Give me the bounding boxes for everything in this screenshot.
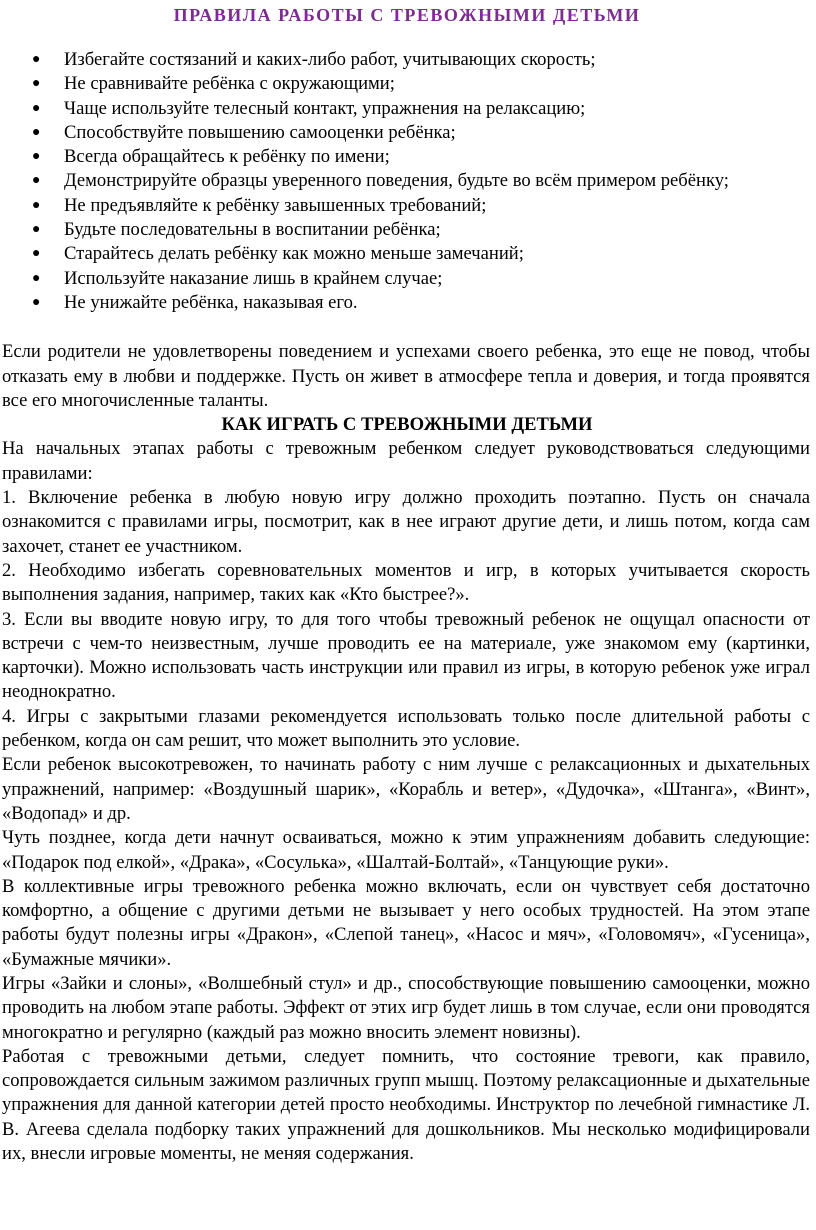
body-paragraph: 3. Если вы вводите новую игру, то для того чтобы тревожный ребенок не ощущал опасности от встречи с чем-то неизвестным, лучше проводить ее на материале, уже знакомом ему (картинки, карточки). Можно использовать часть инструкции или правил из игры, в которую ребенок уже играл неоднократно.: [2, 608, 810, 703]
body-paragraph: В коллективные игры тревожного ребенка можно включать, если он чувствует себя достаточно комфортно, а общение с другими детьми не вызывает у него особых трудностей. На этом этапе работы будут полезны игры «Дракон», «Слепой танец», «Насос и мяч», «Головомяч», «Гусеница», «Бумажные мячики».: [2, 875, 810, 970]
body-paragraph: 1. Включение ребенка в любую новую игру должно проходить поэтапно. Пусть он сначала ознакомится с правилами игры, посмотрит, как в нее играют другие дети, и лишь потом, когда сам захочет, станет ее участником.: [2, 487, 810, 557]
bullet-icon: ●: [32, 222, 41, 238]
body-paragraph: Работая с тревожными детьми, следует помнить, что состояние тревоги, как правило, сопровождается сильным зажимом различных групп мышц. Поэтому релаксационные и дыхательные упражнения для данной категории детей просто необходимы. Инструктор по лечебной гимнастике Л. В. Агеева сделала подборку таких упражнений для дошкольников. Мы несколько модифицировали их, внесли игровые моменты, не меняя содержания.: [2, 1045, 810, 1165]
list-item: ● Не унижайте ребёнка, наказывая его.: [2, 291, 812, 315]
bullet-icon: ●: [32, 246, 41, 262]
bullet-icon: ●: [32, 173, 41, 189]
list-item: ● Старайтесь делать ребёнку как можно меньше замечаний;: [2, 242, 812, 266]
list-item: ● Способствуйте повышению самооценки ребёнка;: [2, 121, 812, 145]
intro-paragraph: Если родители не удовлетворены поведением и успехами своего ребенка, это еще не повод, чтобы отказать ему в любви и поддержке. Пусть он живет в атмосфере тепла и доверия, и тогда проявятся все его многочисленные таланты.: [2, 341, 810, 411]
section-gap: [2, 315, 812, 340]
list-item: ● Избегайте состязаний и каких-либо работ, учитывающих скорость;: [2, 48, 812, 72]
list-item: ● Используйте наказание лишь в крайнем случае;: [2, 267, 812, 291]
rules-list: [2, 48, 812, 315]
list-item: ● Чаще используйте телесный контакт, упражнения на релаксацию;: [2, 97, 812, 121]
bullet-icon: ●: [32, 294, 41, 310]
bullet-icon: ●: [32, 100, 41, 116]
body-paragraph: Игры «Зайки и слоны», «Волшебный стул» и др., способствующие повышению самооценки, можно проводить на любом этапе работы. Эффект от этих игр будет лишь в том случае, если они проводятся многократно и регулярно (каждый раз можно вносить элемент новизны).: [2, 972, 810, 1043]
body-paragraph: На начальных этапах работы с тревожным ребенком следует руководствоваться следующими правилами:: [2, 438, 810, 484]
bullet-icon: ●: [32, 270, 41, 286]
body-paragraph: Чуть позднее, когда дети начнут осваиваться, можно к этим упражнениям добавить следующие: «Подарок под елкой», «Драка», «Сосулька», «Шалтай-Болтай», «Танцующие руки».: [2, 827, 810, 873]
list-item: ● Всегда обращайтесь к ребёнку по имени;: [2, 145, 812, 169]
body-paragraph: Если ребенок высокотревожен, то начинать работу с ним лучше с релаксационных и дыхательных упражнений, например: «Воздушный шарик», «Корабль и ветер», «Дудочка», «Штанга», «Винт», «Водопад» и др.: [2, 754, 810, 824]
list-item: ● Не предъявляйте к ребёнку завышенных требований;: [2, 194, 812, 218]
section-heading: КАК ИГРАТЬ С ТРЕВОЖНЫМИ ДЕТЬМИ: [221, 414, 593, 436]
list-item: ● Не сравнивайте ребёнка с окружающими;: [2, 72, 812, 96]
page-title: ПРАВИЛА РАБОТЫ С ТРЕВОЖНЫМИ ДЕТЬМИ: [173, 5, 641, 25]
body-paragraph: 2. Необходимо избегать соревновательных моментов и игр, в которых учитывается скорость выполнения задания, например, таких как «Кто быстрее?».: [2, 559, 810, 606]
bullet-icon: ●: [32, 197, 41, 213]
bullet-icon: ●: [32, 149, 41, 165]
bullet-icon: ●: [32, 124, 41, 140]
list-item: ● Демонстрируйте образцы уверенного поведения, будьте во всём примером ребёнку;: [2, 169, 812, 193]
body-paragraph: 4. Игры с закрытыми глазами рекомендуется использовать только после длительной работы с ребенком, когда он сам решит, что может выполнить это условие.: [2, 705, 810, 752]
list-item: ● Будьте последовательны в воспитании ребёнка;: [2, 218, 812, 242]
bullet-icon: ●: [32, 76, 41, 92]
bullet-icon: ●: [32, 52, 41, 67]
